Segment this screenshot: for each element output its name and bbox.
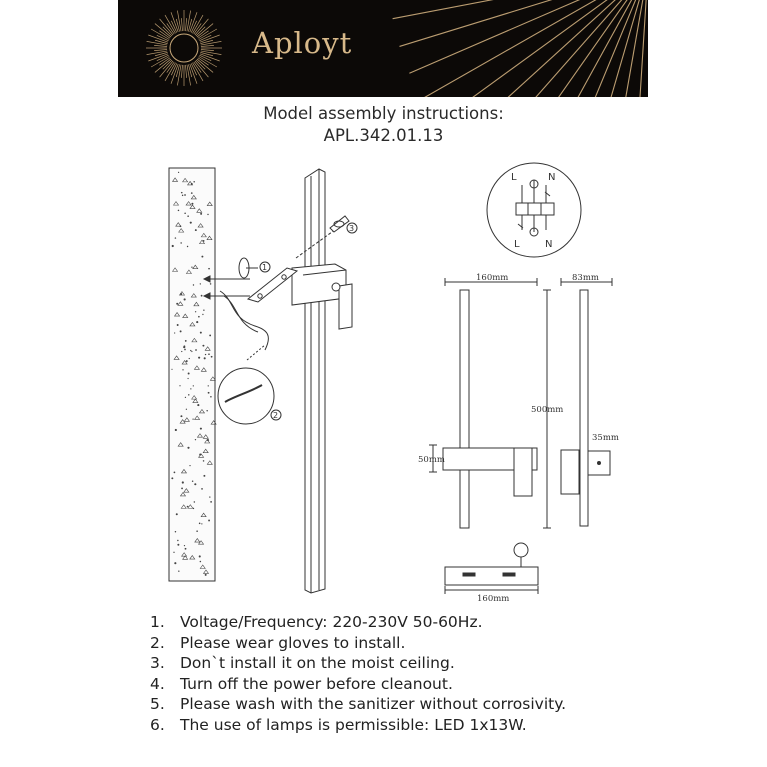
- lamp-rod: [305, 169, 325, 593]
- wall-section: [169, 168, 215, 581]
- lamp-head: [332, 283, 352, 329]
- callout-2: 2: [273, 411, 279, 420]
- list-item: 2. Please wear gloves to install.: [150, 633, 406, 652]
- page-title: Model assembly instructions:: [263, 104, 504, 123]
- list-item: 5. Please wash with the sanitizer without corrosivity.: [150, 695, 567, 713]
- dim-width-front: 160mm: [476, 273, 509, 283]
- instructions-list: [150, 612, 566, 735]
- wire-neutral-label-top: N: [548, 172, 556, 183]
- bottom-view: [445, 543, 538, 594]
- mounting-plate: [248, 268, 297, 302]
- front-view: [429, 278, 551, 528]
- wire-neutral-label-bottom: N: [545, 239, 553, 250]
- wire-live-label-bottom: L: [514, 239, 520, 250]
- list-item: 4. Turn off the power before cleanout.: [150, 674, 453, 693]
- dim-width-bottom: 160mm: [477, 594, 510, 604]
- callout-1: 1: [262, 263, 268, 272]
- list-item: 3. Don`t install it on the moist ceiling.: [150, 654, 455, 672]
- brand-name: Aployt: [252, 26, 353, 60]
- list-item: 1. Voltage/Frequency: 220-230V 50-60Hz.: [150, 613, 483, 631]
- callout-3: 3: [349, 224, 355, 233]
- wire-live-label-top: L: [511, 172, 517, 183]
- side-view: [561, 278, 612, 526]
- list-item: 6. The use of lamps is permissible: LED 1x13W.: [150, 715, 527, 734]
- dim-depth-side: 83mm: [572, 273, 599, 283]
- dim-side-offset: 35mm: [592, 433, 619, 443]
- dim-height: 500mm: [531, 405, 564, 415]
- dim-bracket-height: 50mm: [418, 455, 445, 465]
- model-number: APL.342.01.13: [323, 126, 444, 145]
